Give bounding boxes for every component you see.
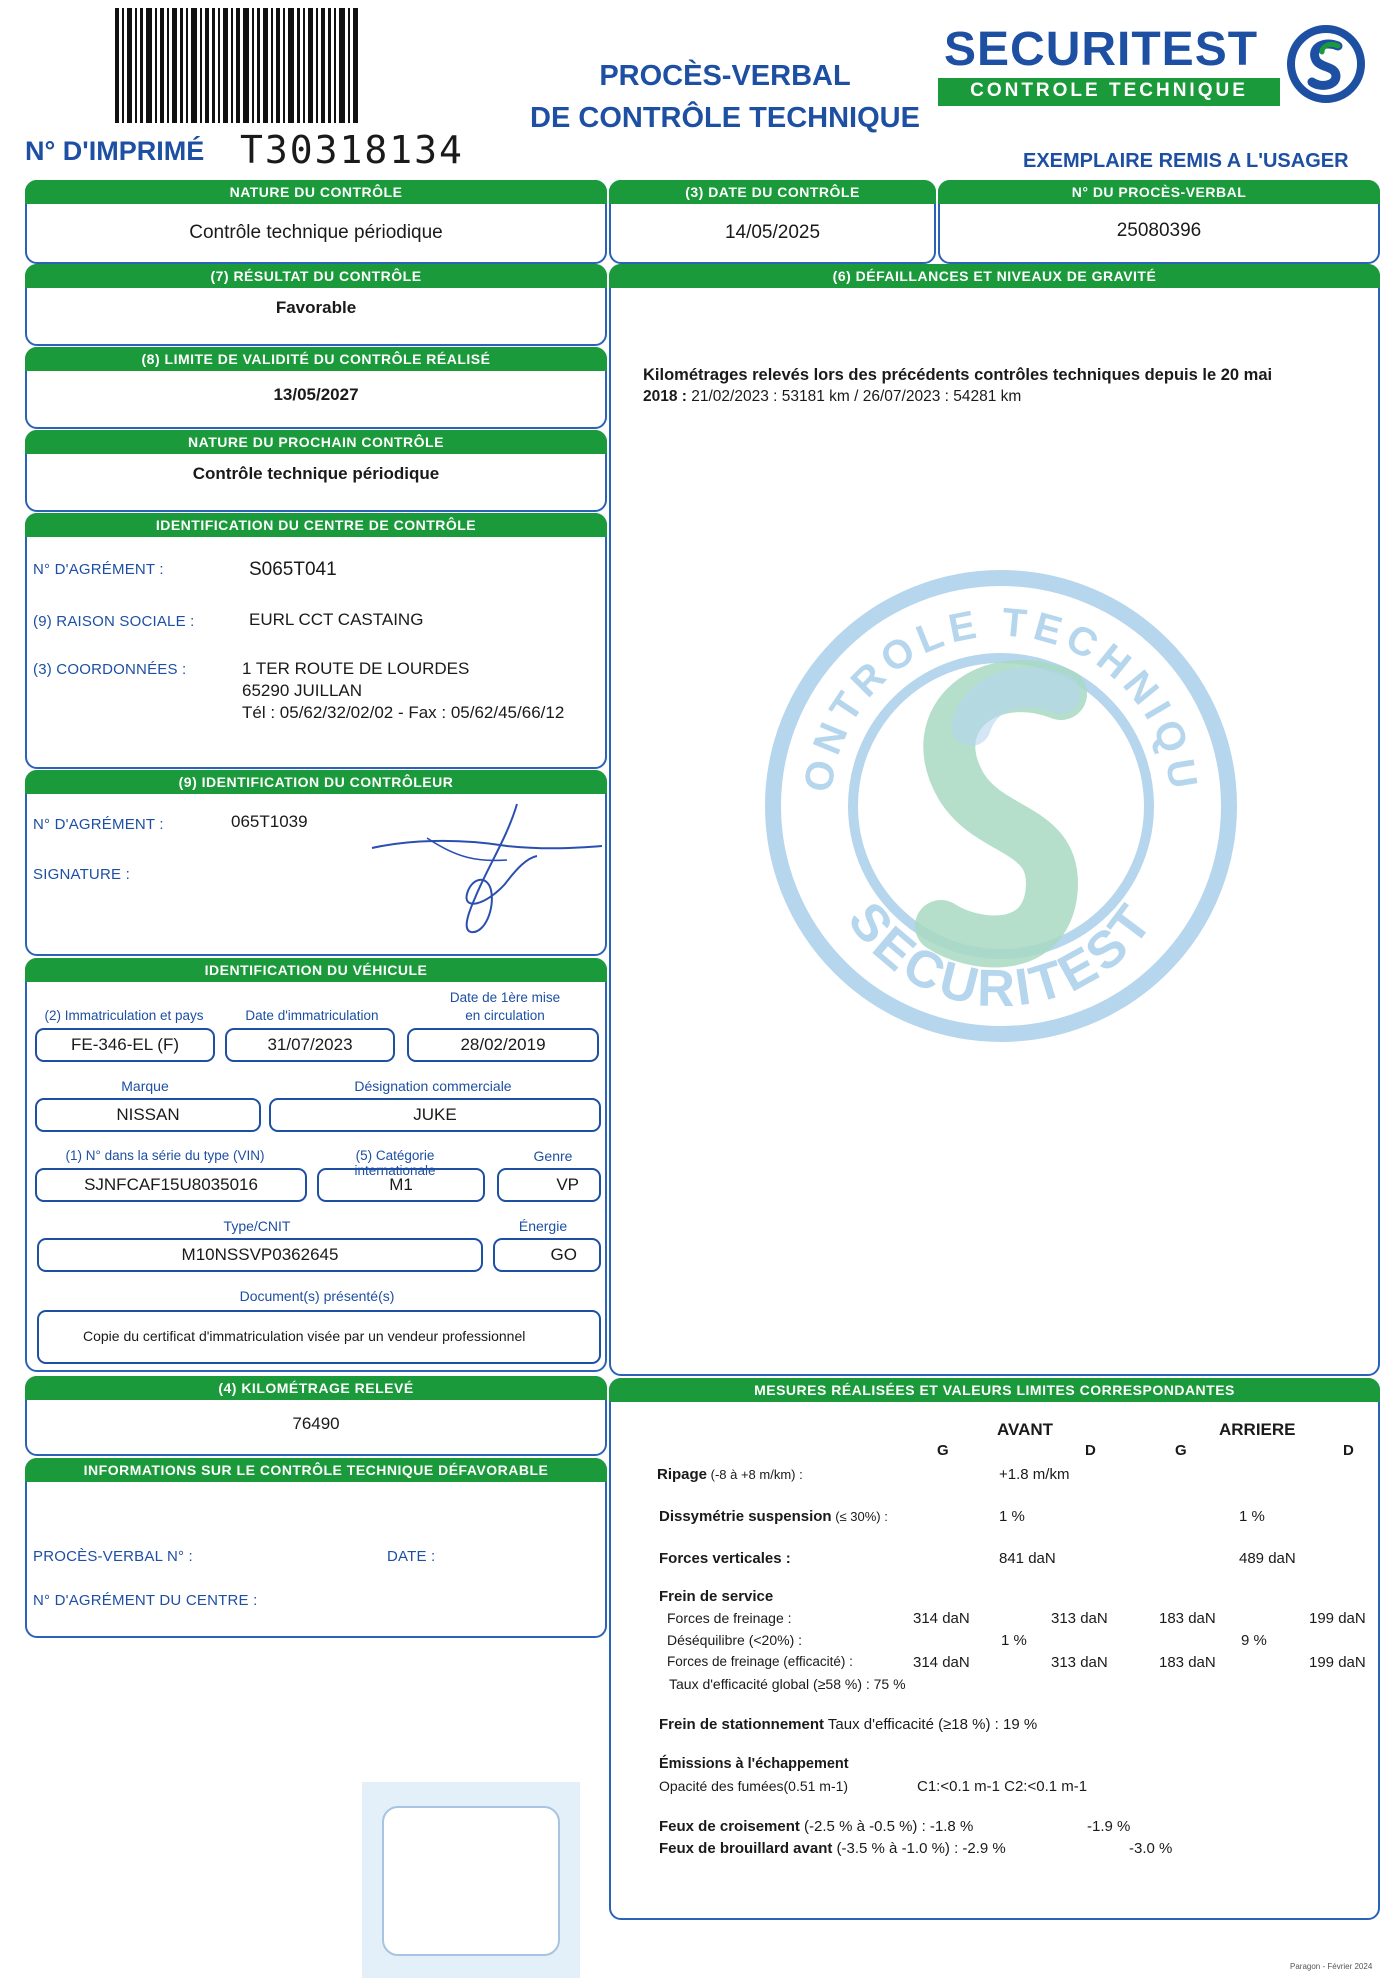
forces-eff-label: Forces de freinage (efficacité) :: [667, 1654, 853, 1669]
brand-sub: CONTROLE TECHNIQUE: [970, 80, 1248, 101]
kilometrage-value: 76490: [292, 1414, 340, 1433]
ripage-limit: (-8 à +8 m/km) :: [707, 1467, 803, 1482]
arriere-header: ARRIERE: [1219, 1420, 1296, 1439]
genre-label: Genre: [533, 1148, 573, 1164]
dissym-row: [659, 1508, 888, 1525]
frein-stat-row: [659, 1716, 1037, 1733]
numero-pv-title: N° DU PROCÈS-VERBAL: [938, 180, 1380, 204]
centre-coord-label: (3) COORDONNÉES :: [33, 661, 187, 678]
emissions-label: Émissions à l'échappement: [659, 1756, 849, 1772]
immat-value: FE-346-EL (F): [35, 1028, 215, 1062]
vehicule-box: [25, 958, 607, 1372]
barcode: [115, 8, 360, 123]
controleur-box: [25, 770, 607, 956]
centre-coord-line3: Tél : 05/62/32/02/02 - Fax : 05/62/45/66/12: [242, 703, 565, 722]
energie-value: GO: [493, 1238, 601, 1272]
feux-broui-label: Feux de brouillard avant: [659, 1840, 833, 1857]
premiere-mise-label-1: Date de 1ère mise: [449, 990, 561, 1005]
ripage-row: [657, 1466, 803, 1483]
dissym-arriere: 1 %: [1239, 1508, 1265, 1525]
document-title-line2: DE CONTRÔLE TECHNIQUE: [530, 102, 920, 134]
defaillances-box: [609, 264, 1380, 1376]
date-controle-title: (3) DATE DU CONTRÔLE: [609, 180, 936, 204]
designation-value: JUKE: [269, 1098, 601, 1132]
resultat-value: Favorable: [275, 298, 357, 317]
genre-value: VP: [497, 1168, 601, 1202]
imprime-number: T30318134: [240, 128, 464, 172]
opacite-value: C1:<0.1 m-1 C2:<0.1 m-1: [917, 1778, 1088, 1795]
nature-controle-box: [25, 180, 607, 264]
defavorable-date-label: DATE :: [387, 1548, 436, 1565]
centre-title: IDENTIFICATION DU CENTRE DE CONTRÔLE: [25, 513, 607, 537]
km-precedents-line1: Kilométrages relevés lors des précédents contrôles techniques depuis le 20 mai: [643, 366, 1273, 384]
forces-freinage-label: Forces de freinage :: [667, 1610, 792, 1626]
immat-label: (2) Immatriculation et pays: [44, 1008, 204, 1023]
date-immat-label: Date d'immatriculation: [245, 1008, 379, 1023]
imprime-label: N° D'IMPRIMÉ: [25, 136, 205, 166]
ff-av-g: 314 daN: [913, 1610, 970, 1627]
prochain-controle-title: NATURE DU PROCHAIN CONTRÔLE: [25, 430, 607, 454]
feux-crois-label: Feux de croisement: [659, 1818, 800, 1835]
mesures-title: MESURES RÉALISÉES ET VALEURS LIMITES CORRESPONDANTES: [609, 1378, 1380, 1402]
vehicule-title: IDENTIFICATION DU VÉHICULE: [25, 958, 607, 982]
dissym-avant: 1 %: [999, 1508, 1025, 1525]
prochain-controle-value: Contrôle technique périodique: [192, 464, 440, 483]
numero-pv-box: [938, 180, 1380, 264]
ff-av-d: 313 daN: [1051, 1610, 1108, 1627]
document-title-line1: PROCÈS-VERBAL: [599, 60, 851, 92]
premiere-mise-label-2: en circulation: [465, 1008, 545, 1023]
centre-agrement-label: N° D'AGRÉMENT :: [33, 561, 164, 578]
arriere-d-header: D: [1343, 1442, 1354, 1459]
date-controle-box: [609, 180, 936, 264]
documents-label: Document(s) présenté(s): [239, 1288, 395, 1304]
fe-ar-g: 183 daN: [1159, 1654, 1216, 1671]
defavorable-agrement-label: N° D'AGRÉMENT DU CENTRE :: [33, 1592, 258, 1609]
ripage-avant: +1.8 m/km: [999, 1466, 1070, 1483]
date-immat-value: 31/07/2023: [225, 1028, 395, 1062]
footer-ref: Paragon - Février 2024: [1290, 1962, 1373, 1971]
ripage-label: Ripage: [657, 1466, 708, 1483]
nature-controle-title: NATURE DU CONTRÔLE: [25, 180, 607, 204]
stamp-frame: [382, 1806, 560, 1956]
documents-value: Copie du certificat d'immatriculation visée par un vendeur professionnel: [37, 1310, 601, 1364]
dissym-limit: (≤ 30%) :: [831, 1509, 888, 1524]
frein-stat-value: Taux d'efficacité (≥18 %) : 19 %: [824, 1716, 1038, 1733]
defavorable-title: INFORMATIONS SUR LE CONTRÔLE TECHNIQUE DÉFAVORABLE: [25, 1458, 607, 1482]
controleur-agrement-value: 065T1039: [231, 812, 308, 831]
frein-stat-label: Frein de stationnement: [659, 1716, 825, 1733]
avant-g-header: G: [937, 1442, 949, 1459]
date-controle-value: 14/05/2025: [724, 222, 821, 243]
limite-validite-value: 13/05/2027: [273, 385, 359, 404]
opacite-label: Opacité des fumées(0.51 m-1): [659, 1778, 849, 1794]
limite-validite-box: [25, 347, 607, 429]
marque-label: Marque: [121, 1078, 169, 1094]
deseq-arriere: 9 %: [1241, 1632, 1267, 1649]
desequilibre-label: Déséquilibre (<20%) :: [667, 1632, 803, 1648]
type-value: M10NSSVP0362645: [37, 1238, 483, 1272]
securitest-watermark: [761, 566, 1241, 1046]
designation-label: Désignation commerciale: [354, 1078, 512, 1094]
controleur-agrement-label: N° D'AGRÉMENT :: [33, 816, 164, 833]
type-label: Type/CNIT: [223, 1218, 291, 1234]
feux-croisement-row: [659, 1818, 973, 1835]
mesures-box: [609, 1378, 1380, 1920]
premiere-mise-value: 28/02/2019: [407, 1028, 599, 1062]
fe-av-d: 313 daN: [1051, 1654, 1108, 1671]
energie-label: Énergie: [518, 1218, 568, 1234]
frein-service-label: Frein de service: [659, 1588, 774, 1605]
defavorable-box: [25, 1458, 607, 1638]
watermark-top-text: ONTROLE TECHNIQU: [796, 600, 1207, 798]
centre-raison-label: (9) RAISON SOCIALE :: [33, 613, 195, 630]
categorie-value: M1: [317, 1168, 485, 1202]
feux-brouillard-row: [659, 1840, 1006, 1857]
marque-value: NISSAN: [35, 1098, 261, 1132]
centre-raison-value: EURL CCT CASTAING: [249, 610, 424, 629]
defaillances-title: (6) DÉFAILLANCES ET NIVEAUX DE GRAVITÉ: [609, 264, 1380, 288]
securitest-logo: [938, 22, 1378, 110]
km-precedents-year: 2018 :: [643, 388, 687, 405]
centre-agrement-value: S065T041: [249, 559, 337, 580]
centre-coord-line1: 1 TER ROUTE DE LOURDES: [242, 659, 470, 678]
stamp-area: [362, 1782, 580, 1978]
feux-crois-limit: (-2.5 % à -0.5 %) : -1.8 %: [799, 1818, 974, 1835]
fe-av-g: 314 daN: [913, 1654, 970, 1671]
arriere-g-header: G: [1175, 1442, 1187, 1459]
forces-vert-label: Forces verticales :: [659, 1550, 791, 1567]
avant-header: AVANT: [997, 1420, 1054, 1439]
brand-name: SECURITEST: [944, 23, 1259, 76]
feux-broui-d: -3.0 %: [1129, 1840, 1173, 1857]
feux-broui-limit: (-3.5 % à -1.0 %) : -2.9 %: [832, 1840, 1006, 1857]
categorie-label: (5) Catégorie internationale: [354, 1148, 436, 1178]
prochain-controle-box: [25, 430, 607, 512]
controleur-signature-label: SIGNATURE :: [33, 866, 130, 883]
resultat-box: [25, 264, 607, 346]
resultat-title: (7) RÉSULTAT DU CONTRÔLE: [25, 264, 607, 288]
barcode-graphic: [115, 8, 360, 123]
forces-vert-arriere: 489 daN: [1239, 1550, 1296, 1567]
forces-vert-avant: 841 daN: [999, 1550, 1056, 1567]
km-precedents-line2: [643, 388, 1021, 406]
kilometrage-title: (4) KILOMÉTRAGE RELEVÉ: [25, 1376, 607, 1400]
vin-value: SJNFCAF15U8035016: [35, 1168, 307, 1202]
ff-ar-g: 183 daN: [1159, 1610, 1216, 1627]
vin-label: (1) N° dans la série du type (VIN): [65, 1148, 265, 1163]
centre-box: [25, 513, 607, 769]
limite-validite-title: (8) LIMITE DE VALIDITÉ DU CONTRÔLE RÉALISÉ: [25, 347, 607, 371]
nature-controle-value: Contrôle technique périodique: [189, 222, 443, 243]
handwritten-signature: [367, 798, 607, 938]
feux-crois-d: -1.9 %: [1087, 1818, 1131, 1835]
kilometrage-box: [25, 1376, 607, 1456]
defavorable-pv-label: PROCÈS-VERBAL N° :: [33, 1548, 193, 1565]
watermark-bottom-text: SECURITEST: [836, 891, 1166, 1019]
dissym-label: Dissymétrie suspension: [659, 1508, 832, 1525]
exemplaire-usager: EXEMPLAIRE REMIS A L'USAGER: [1023, 150, 1349, 172]
deseq-avant: 1 %: [1001, 1632, 1027, 1649]
controleur-title: (9) IDENTIFICATION DU CONTRÔLEUR: [25, 770, 607, 794]
avant-d-header: D: [1085, 1442, 1096, 1459]
taux-global: Taux d'efficacité global (≥58 %) : 75 %: [669, 1676, 906, 1692]
numero-pv-value: 25080396: [1116, 220, 1202, 241]
brand-s-icon: [1286, 24, 1366, 104]
ff-ar-d: 199 daN: [1309, 1610, 1366, 1627]
km-precedents-values: 21/02/2023 : 53181 km / 26/07/2023 : 54281 km: [686, 388, 1022, 405]
centre-coord-line2: 65290 JUILLAN: [242, 681, 363, 700]
fe-ar-d: 199 daN: [1309, 1654, 1366, 1671]
